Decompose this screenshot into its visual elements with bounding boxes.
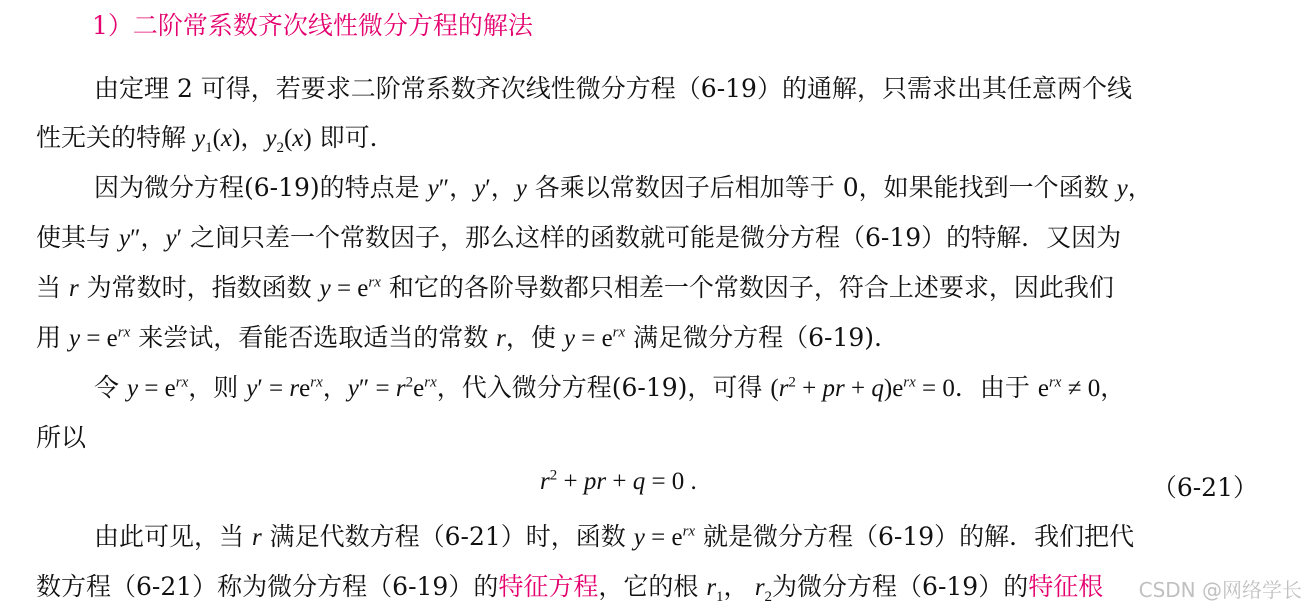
paragraph-line [36,113,1278,163]
paragraph-definition [36,512,1278,612]
paragraph-theorem [36,64,1278,163]
text-run: 即可． [311,123,395,152]
math-exp-function: $y = e^{rx}$ [319,274,381,302]
text-run: 使其与 [36,223,119,252]
equation-number: （6-21） [1151,473,1258,502]
text-run: 性无关的特解 [36,123,194,152]
display-equation [36,462,1278,512]
math-substituted-equation: ($r^2$ + pr + $q)e^{rx} = 0$ [770,374,955,402]
text-run: 之间只差一个常数因子，那么这样的函数就可能是微分方程（6-19）的特解．又因为 [182,223,1122,252]
math-derivatives: y″，y′，y [427,175,527,202]
math-particular-solutions: $y_1(x)$，$y_2(x)$ [193,125,312,156]
paragraph-line: 令 $y = e^{rx}$，则 $y' = re^{rx}$，$y'' = r^2e^{rx}$，代入微分方程(6-19)，可得 ($r^2$ + pr + $q)e^{rx} = 0$．由于 $e^{rx} \ne 0$， [94,373,1126,402]
text-run: 数方程（6-21）称为微分方程（6-19）的 [36,572,499,601]
paragraph-line [36,263,1278,313]
text-run: 用 [36,323,69,352]
math-first-derivative: $y' = re^{rx}$ [246,374,323,402]
text-run: ，则 [188,373,247,402]
paragraph-line: 所以 [36,423,87,452]
characteristic-equation: $r^2$ + pr + q = 0 . [540,467,697,495]
math-exp-function: $y = e^{rx}$ [126,374,189,402]
text-run: 满足代数方程（6-21）时，函数 [261,522,634,551]
paragraph-reasoning [36,163,1278,363]
text-run: ，它的根 [598,572,707,601]
math-exp-function: $y = e^{rx}$ [68,324,131,352]
text-run: 满足微分方程（6-19). [625,323,882,352]
section-heading: 1）二阶常系数齐次线性微分方程的解法 [92,11,533,40]
text-run: ．由于 [954,373,1038,402]
text-run: 令 [94,373,127,402]
text-run: ，使 [505,323,564,352]
watermark: CSDN @网络学长 [1138,578,1302,602]
math-nonzero: $e^{rx} \ne 0$ [1037,374,1101,402]
term-characteristic-root: 特征根 [1028,572,1104,601]
math-r: r [68,275,79,302]
math-function-y: y [1116,175,1128,202]
text-run: 就是微分方程（6-19）的解．我们把代 [695,522,1135,551]
math-r: r [496,325,506,352]
paragraph-line: 由定理 2 可得，若要求二阶常系数齐次线性微分方程（6-19）的通解，只需求出其任意两个线 [94,74,1132,103]
math-derivatives-2: y″，y′ [118,225,183,252]
text-run: 来尝试，看能否选取适当的常数 [130,323,497,352]
math-roots: $r_1$， $r_2$ [706,574,773,605]
math-r: r [251,524,262,551]
text-run: 和它的各阶导数都只相差一个常数因子，符合上述要求，因此我们 [380,273,1114,302]
math-exp-function: $y = e^{rx}$ [633,523,696,551]
paragraph-line [36,313,1278,363]
paragraph-substitution [36,363,1278,462]
text-run: 当 [36,273,69,302]
text-run: 为常数时，指数函数 [78,273,320,302]
paragraph-line [36,512,1278,562]
text-run: ， [322,373,348,402]
text-run: 由此可见，当 [94,522,252,551]
text-run: 为微分方程（6-19）的 [772,572,1029,601]
text-run: ，代入微分方程(6-19)，可得 [436,373,771,402]
text-run: 因为微分方程(6-19)的特点是 [94,173,428,202]
text-run: 各乘以常数因子后相加等于 0，如果能找到一个函数 [526,173,1117,202]
math-exp-function: $y = e^{rx}$ [563,324,626,352]
term-characteristic-equation: 特征方程 [498,572,599,601]
paragraph-line [36,213,1278,263]
math-second-derivative: $y'' = r^2e^{rx}$ [347,374,437,402]
paragraph-line [36,562,1278,612]
paragraph-line: 因为微分方程(6-19)的特点是 y″，y′，y 各乘以常数因子后相加等于 0，如果能找到一个函数 y， [94,173,1153,202]
